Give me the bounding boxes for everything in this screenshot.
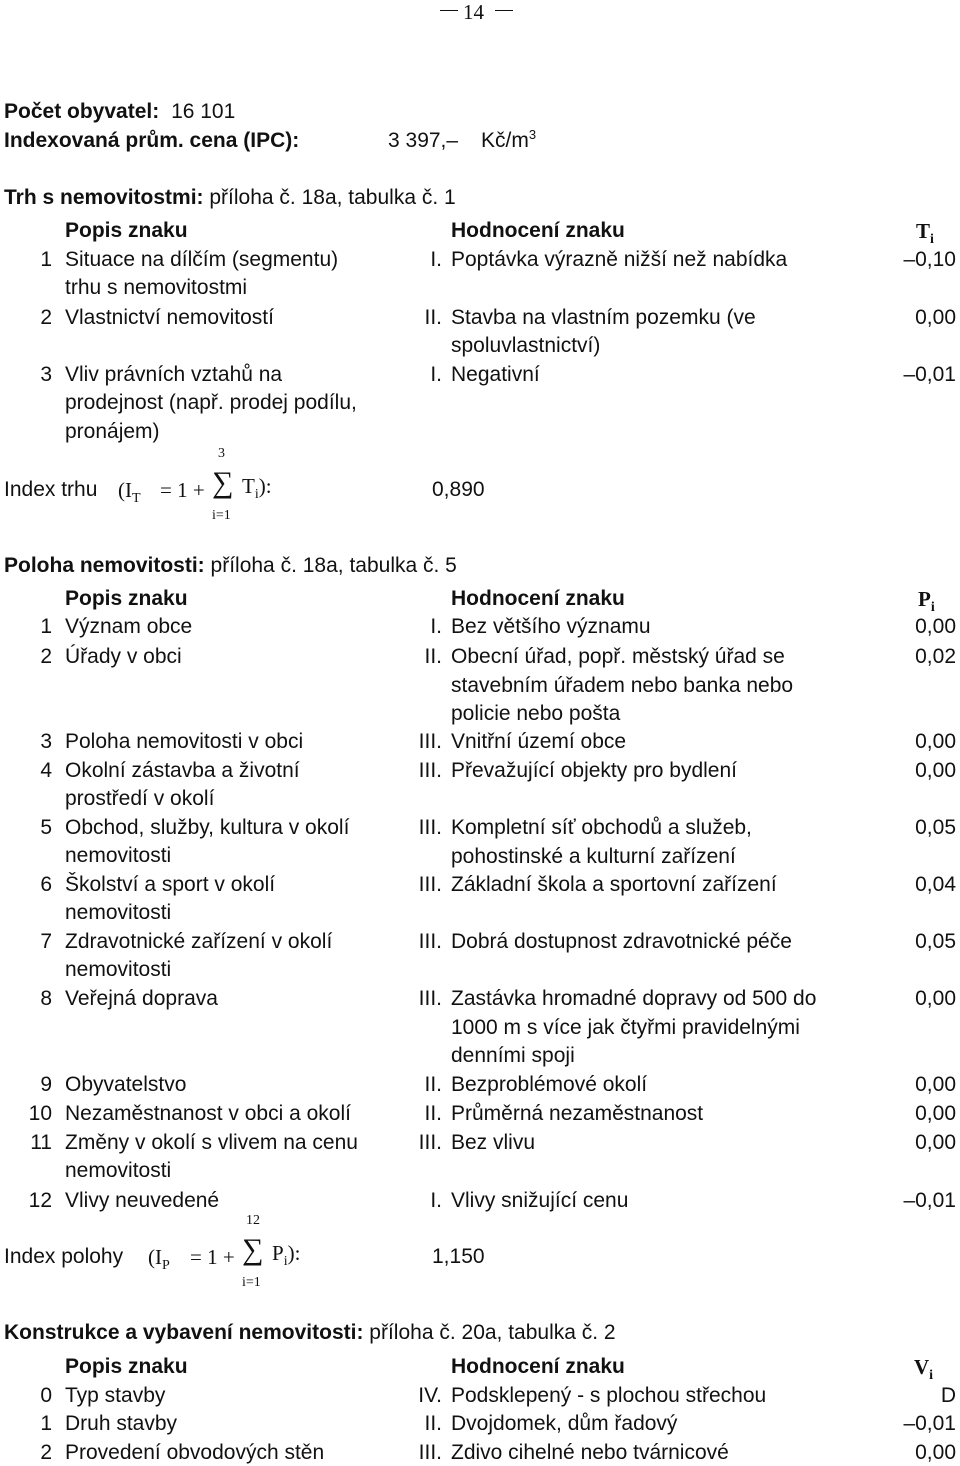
location-row-2-roman: II. [424,645,442,668]
location-row-11-value: 0,00 [915,1131,956,1154]
location-row-12-desc: Vlivy neuvedené [65,1189,220,1212]
market-index-close: ): [258,474,272,498]
location-row-4-desc-2: prostředí v okolí [65,787,215,810]
location-row-9-num: 9 [40,1073,52,1096]
location-row-11-eval: Bez vlivu [451,1131,536,1154]
location-row-7-desc-2: nemovitosti [65,958,172,981]
location-index-label: Index polohy [4,1245,124,1268]
location-title-ref: příloha č. 18a, tabulka č. 5 [210,554,457,577]
location-col-coef-sub: i [930,600,935,616]
market-row-2-num: 2 [40,306,52,329]
location-title-bold: Poloha nemovitosti: [4,554,205,577]
market-sum-term-sub: i [254,487,259,503]
market-sum-term [242,474,272,503]
market-row-3-num: 3 [40,363,52,386]
location-row-1-num: 1 [40,615,52,638]
market-row-2-eval-2: spoluvlastnictví) [451,334,601,357]
market-row-2-eval: Stavba na vlastním pozemku (ve [451,306,756,329]
market-index-formula-open [118,478,141,507]
location-col-desc: Popis znaku [65,587,188,610]
location-row-10-roman: II. [424,1102,442,1125]
market-sum-top: 3 [218,446,225,461]
location-index-close: ): [287,1241,301,1265]
location-sum-term [272,1241,301,1270]
location-row-6-eval: Základní škola a sportovní zařízení [451,873,777,896]
market-col-eval: Hodnocení znaku [451,219,625,242]
market-row-1-desc: Situace na dílčím (segmentu) [65,248,339,271]
construction-title-ref: příloha č. 20a, tabulka č. 2 [369,1321,616,1344]
market-row-3-eval: Negativní [451,363,540,386]
market-col-coef [916,219,934,248]
location-row-5-eval-2: pohostinské a kulturní zařízení [451,845,736,868]
page-number-dash-right [495,10,513,11]
market-index-value: 0,890 [432,478,485,501]
market-row-2-roman: II. [424,306,442,329]
location-row-3-roman: III. [418,730,442,753]
location-row-1-eval: Bez většího významu [451,615,651,638]
market-row-3-roman: I. [430,363,442,386]
market-sum-bottom: i=1 [212,508,231,523]
location-row-7-roman: III. [418,930,442,953]
location-row-5-eval: Kompletní síť obchodů a služeb, [451,816,752,839]
price-value: 3 397,– [388,129,459,152]
construction-row-1-num: 1 [40,1412,52,1435]
location-row-5-desc-2: nemovitosti [65,844,172,867]
location-section-title [4,554,457,578]
location-row-8-value: 0,00 [915,987,956,1010]
location-row-6-roman: III. [418,873,442,896]
market-index-sub: T [132,491,141,507]
location-col-coef [918,587,935,616]
construction-row-0-value: D [940,1384,956,1407]
location-row-5-desc: Obchod, služby, kultura v okolí [65,816,350,839]
construction-row-0-num: 0 [40,1384,52,1407]
market-title-bold: Trh s nemovitostmi: [4,186,204,209]
location-row-8-num: 8 [40,987,52,1010]
location-row-8-desc: Veřejná doprava [65,987,218,1010]
market-index-mid: = 1 + [160,478,205,502]
market-title-ref: příloha č. 18a, tabulka č. 1 [209,186,456,209]
location-row-3-value: 0,00 [915,730,956,753]
construction-row-2-num: 2 [40,1441,52,1464]
location-row-7-eval: Dobrá dostupnost zdravotnické péče [451,930,792,953]
market-row-1-value: –0,10 [903,248,956,271]
location-row-9-roman: II. [424,1073,442,1096]
location-row-8-eval: Zastávka hromadné dopravy od 500 do [451,987,817,1010]
location-row-9-value: 0,00 [915,1073,956,1096]
location-index-sub: P [162,1258,170,1274]
location-row-8-eval-2: 1000 m s více jak čtyřmi pravidelnými [451,1016,800,1039]
construction-row-0-desc: Typ stavby [65,1384,166,1407]
location-row-10-num: 10 [28,1102,52,1125]
location-row-9-eval: Bezproblémové okolí [451,1073,648,1096]
market-index-label: Index trhu [4,478,98,501]
location-row-2-value: 0,02 [915,645,956,668]
location-row-2-eval-2: stavebním úřadem nebo banka nebo [451,674,794,697]
location-row-4-desc: Okolní zástavba a životní [65,759,300,782]
market-col-desc: Popis znaku [65,219,188,242]
market-row-1-eval: Poptávka výrazně nižší než nabídka [451,248,788,271]
location-sum-term-sub: i [283,1254,288,1270]
construction-row-2-eval: Zdivo cihelné nebo tvárnicové [451,1441,729,1464]
price-label: Indexovaná prům. cena (IPC): [4,129,300,152]
location-index-value: 1,150 [432,1245,485,1268]
location-col-eval: Hodnocení znaku [451,587,625,610]
market-section-title [4,186,456,210]
location-index-formula-open [148,1245,170,1274]
market-row-3-desc-3: pronájem) [65,420,160,443]
location-row-6-desc-2: nemovitosti [65,901,172,924]
location-row-4-eval: Převažující objekty pro bydlení [451,759,737,782]
construction-row-0-eval: Podsklepený - s plochou střechou [451,1384,767,1407]
market-col-coef-letter: T [916,219,931,243]
market-index-open: (I [118,478,132,502]
location-index-mid: = 1 + [190,1245,235,1269]
construction-row-1-roman: II. [424,1412,442,1435]
location-row-6-desc: Školství a sport v okolí [65,873,276,896]
location-row-4-value: 0,00 [915,759,956,782]
population-row [4,100,235,124]
construction-col-coef-sub: i [929,1368,934,1384]
population-value: 16 101 [171,100,236,123]
market-row-1-desc-2: trhu s nemovitostmi [65,276,248,299]
location-row-10-value: 0,00 [915,1102,956,1125]
location-row-12-roman: I. [430,1189,442,1212]
location-col-coef-letter: P [918,587,931,611]
location-row-8-roman: III. [418,987,442,1010]
construction-row-2-value: 0,00 [915,1441,956,1464]
market-row-1-roman: I. [430,248,442,271]
location-row-7-desc: Zdravotnické zařízení v okolí [65,930,333,953]
location-row-3-eval: Vnitřní území obce [451,730,627,753]
location-row-5-roman: III. [418,816,442,839]
location-row-8-eval-3: denními spoji [451,1044,575,1067]
location-row-4-num: 4 [40,759,52,782]
location-sum-bottom: i=1 [242,1275,261,1290]
construction-section-title [4,1321,616,1345]
location-sum-top: 12 [246,1213,260,1228]
location-row-6-num: 6 [40,873,52,896]
location-row-7-value: 0,05 [915,930,956,953]
market-row-3-desc-2: prodejnost (např. prodej podílu, [65,391,357,414]
location-row-10-eval: Průměrná nezaměstnanost [451,1102,704,1125]
location-row-11-desc-2: nemovitosti [65,1159,172,1182]
construction-col-coef-letter: V [914,1355,930,1379]
construction-title-bold: Konstrukce a vybavení nemovitosti: [4,1321,364,1344]
location-row-4-roman: III. [418,759,442,782]
construction-row-1-eval: Dvojdomek, dům řadový [451,1412,678,1435]
price-unit-exponent: 3 [528,127,537,142]
location-row-11-roman: III. [418,1131,442,1154]
location-row-7-num: 7 [40,930,52,953]
construction-row-1-value: –0,01 [903,1412,956,1435]
location-row-2-eval-3: policie nebo pošta [451,702,621,725]
market-row-3-value: –0,01 [903,363,956,386]
location-row-5-value: 0,05 [915,816,956,839]
page-number-dash-left [440,10,458,11]
market-col-coef-sub: i [930,232,934,248]
location-row-12-num: 12 [28,1189,52,1212]
location-row-10-desc: Nezaměstnanost v obci a okolí [65,1102,351,1125]
location-row-12-value: –0,01 [903,1189,956,1212]
location-row-11-num: 11 [30,1131,52,1154]
location-row-1-desc: Význam obce [65,615,193,638]
location-index-open: (I [148,1245,162,1269]
price-unit-text: Kč/m [481,129,529,152]
market-row-2-desc: Vlastnictví nemovitostí [65,306,274,329]
price-unit [481,129,536,153]
population-label: Počet obyvatel: [4,100,160,123]
location-row-2-num: 2 [40,645,52,668]
market-row-3-desc: Vliv právních vztahů na [65,363,283,386]
market-sum-term-letter: T [242,474,255,498]
construction-row-2-roman: III. [418,1441,442,1464]
location-row-2-eval: Obecní úřad, popř. městský úřad se [451,645,785,668]
location-row-2-desc: Úřady v obci [65,645,182,668]
construction-col-coef [914,1355,934,1384]
sum-icon: ∑ [212,466,234,499]
construction-col-eval: Hodnocení znaku [451,1355,625,1378]
market-row-2-value: 0,00 [915,306,956,329]
location-row-9-desc: Obyvatelstvo [65,1073,187,1096]
location-row-1-value: 0,00 [915,615,956,638]
construction-row-2-desc: Provedení obvodových stěn [65,1441,325,1464]
construction-row-0-roman: IV. [418,1384,442,1407]
market-row-1-num: 1 [40,248,52,271]
page-number: 14 [463,0,484,24]
location-row-3-desc: Poloha nemovitosti v obci [65,730,304,753]
location-row-5-num: 5 [40,816,52,839]
sum-icon: ∑ [242,1233,264,1266]
construction-col-desc: Popis znaku [65,1355,188,1378]
location-sum-term-letter: P [272,1241,284,1265]
construction-row-1-desc: Druh stavby [65,1412,178,1435]
location-row-3-num: 3 [40,730,52,753]
location-row-12-eval: Vlivy snižující cenu [451,1189,629,1212]
location-row-1-roman: I. [430,615,442,638]
location-row-11-desc: Změny v okolí s vlivem na cenu [65,1131,358,1154]
location-row-6-value: 0,04 [915,873,956,896]
